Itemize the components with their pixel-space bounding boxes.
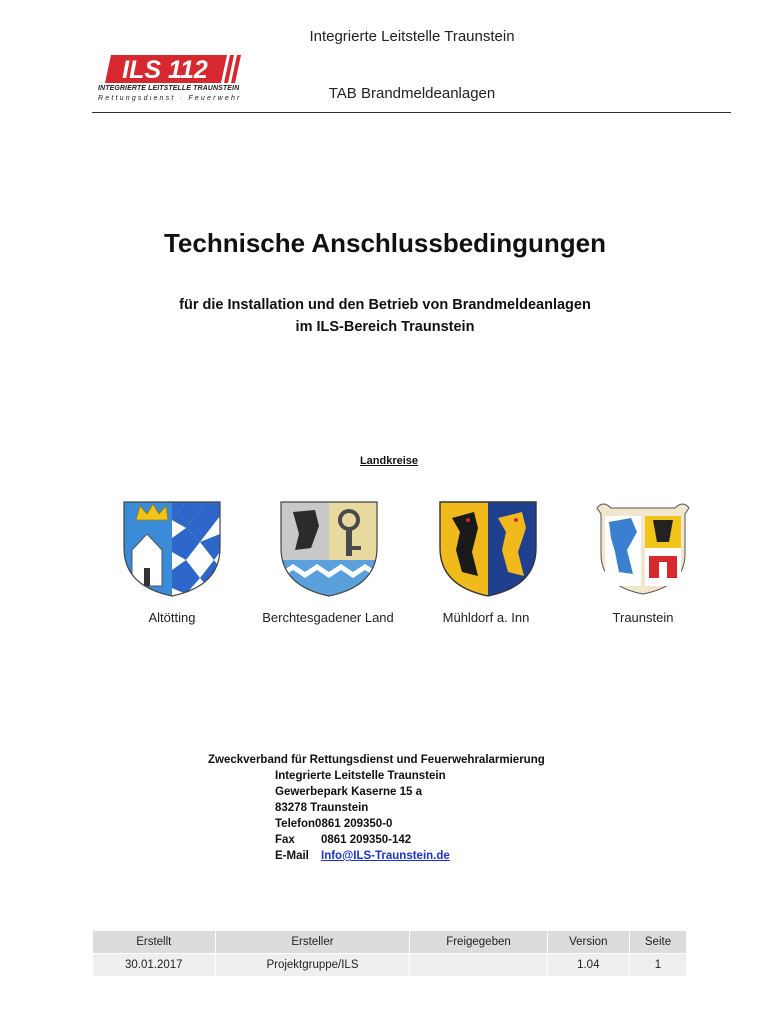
header-document-name: TAB Brandmeldeanlagen	[328, 85, 496, 102]
logo-tagline: Rettungsdienst · Feuerwehr	[98, 95, 242, 102]
address-fax-row	[208, 832, 545, 848]
address-organization: Zweckverband für Rettungsdienst und Feuerwehralarmierung	[208, 754, 545, 766]
meta-value-seite: 1	[629, 954, 686, 977]
address-phone-row	[208, 816, 545, 832]
coat-of-arms-berchtesgadener-land-icon	[279, 498, 379, 598]
address-block	[208, 752, 545, 864]
landkreis-name-traunstein: Traunstein	[612, 610, 674, 625]
meta-header-version: Version	[547, 931, 629, 954]
address-street: Gewerbepark Kaserne 15 a	[275, 786, 423, 798]
meta-value-freigegeben	[410, 954, 547, 977]
email-label: E-Mail	[275, 850, 309, 862]
logo-subtitle: INTEGRIERTE LEITSTELLE TRAUNSTEIN	[98, 85, 240, 92]
address-email-row	[208, 848, 545, 864]
coat-of-arms-muehldorf-icon	[438, 498, 538, 598]
ils-112-logo	[98, 55, 248, 107]
meta-header-erstellt: Erstellt	[93, 931, 216, 954]
document-subtitle	[0, 294, 770, 338]
fax-label: Fax	[275, 834, 295, 846]
meta-table-header-row	[93, 931, 687, 954]
meta-value-erstellt: 30.01.2017	[93, 954, 216, 977]
phone-number: 0861 209350-0	[315, 818, 393, 830]
phone-label: Telefon	[275, 818, 316, 830]
meta-header-seite: Seite	[629, 931, 686, 954]
subtitle-line-2: im ILS-Bereich Traunstein	[295, 319, 475, 335]
landkreis-name-berchtesgadener-land: Berchtesgadener Land	[262, 610, 394, 625]
logo-text: ILS 112	[122, 56, 208, 83]
coat-of-arms-traunstein-icon	[593, 498, 693, 598]
meta-table-value-row	[93, 954, 687, 977]
landkreise-heading: Landkreise	[359, 455, 419, 467]
landkreis-name-altoetting: Altötting	[148, 610, 196, 625]
coat-of-arms-altoetting-icon	[122, 498, 222, 598]
meta-value-version: 1.04	[547, 954, 629, 977]
header-divider	[92, 112, 731, 113]
ils-112-logo-badge	[103, 55, 243, 83]
meta-header-ersteller: Ersteller	[215, 931, 410, 954]
document-title: Technische Anschlussbedingungen	[163, 228, 607, 258]
meta-value-ersteller: Projektgruppe/ILS	[215, 954, 410, 977]
address-city: 83278 Traunstein	[275, 802, 369, 814]
header-organization: Integrierte Leitstelle Traunstein	[309, 28, 515, 45]
email-link[interactable]: Info@ILS-Traunstein.de	[321, 850, 450, 862]
document-meta-table	[92, 930, 687, 977]
fax-number: 0861 209350-142	[321, 834, 412, 846]
address-line-1: Integrierte Leitstelle Traunstein	[275, 770, 446, 782]
meta-header-freigegeben: Freigegeben	[410, 931, 547, 954]
landkreis-name-muehldorf: Mühldorf a. Inn	[442, 610, 530, 625]
subtitle-line-1: für die Installation und den Betrieb von Brandmeldeanlagen	[179, 297, 591, 313]
